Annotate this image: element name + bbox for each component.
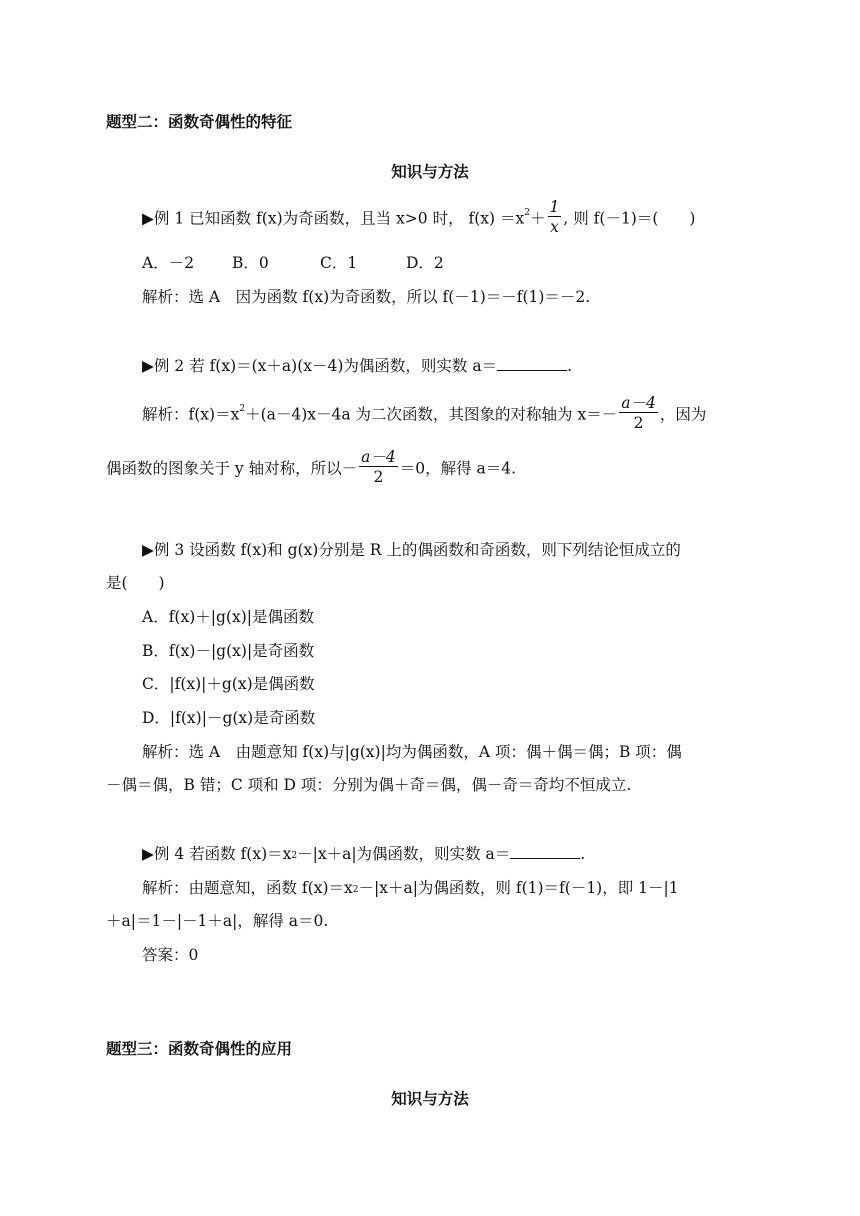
- example-4-answer-line-1: 解析：由题意知，函数 $f(x)=x^2-|x+a|$为偶函数，则 f(1)＝f(－1)，即 1－|1: [142, 879, 679, 897]
- example-4-answer-line-2: ＋a|＝1－|－1＋a|，解得 a＝0.: [106, 912, 329, 930]
- choice-a: A．－2: [142, 254, 195, 272]
- choice-c: C．|f(x)|＋g(x)是偶函数: [142, 675, 315, 693]
- choice-c: C．1: [320, 254, 358, 272]
- section-subheading: 知识与方法: [391, 1090, 469, 1108]
- choice-b: B．f(x)－|g(x)|是奇函数: [142, 642, 315, 660]
- example-1-choices: [142, 252, 444, 274]
- fraction: $\frac{1}{x}$: [549, 198, 560, 236]
- fraction: $\frac{a-4}{2}$: [361, 448, 396, 486]
- section-subheading: 知识与方法: [391, 163, 469, 181]
- example-2-question: ▶例 2 若 f(x)＝(x＋a)(x－4)为偶函数，则实数 a＝ .: [142, 357, 573, 375]
- example-3-question-line-2: 是( ): [106, 574, 165, 592]
- section-heading: 题型三：函数奇偶性的应用: [106, 1040, 293, 1058]
- example-2-answer-line-2: 偶函数的图象关于 y 轴对称，所以－ $\frac{a-4}{2}$ ＝0，解得 a＝4.: [106, 448, 517, 486]
- example-4-answer: 答案：0: [142, 946, 199, 964]
- answer-blank: [510, 844, 580, 859]
- example-2-answer-line-1: 解析：$f(x)=x^2+(a-4)x-4a$ 为二次函数，其图象的对称轴为 x＝－ $\frac{a-4}{2}$ ，因为: [142, 394, 707, 432]
- choice-b: B．0: [232, 254, 269, 272]
- choice-d: D．|f(x)|－g(x)是奇函数: [142, 709, 316, 727]
- example-4-question: ▶例 4 若函数 $f(x)=x^2-|x+a|$为偶函数，则实数 a＝ .: [142, 845, 586, 863]
- example-1-question: ▶例 1 已知函数 f(x)为奇函数，且当 x>0 时， $f(x) =x^2+$ $\frac{1}{x}$ , 则 f(－1)＝( ): [142, 198, 696, 236]
- choice-d: D．2: [406, 254, 444, 272]
- example-1-answer: 解析：选 A 因为函数 f(x)为奇函数，所以 f(－1)＝－f(1)＝－2.: [142, 288, 591, 306]
- fraction: $\frac{a-4}{2}$: [621, 394, 656, 432]
- example-3-question-line-1: ▶例 3 设函数 f(x)和 g(x)分别是 R 上的偶函数和奇函数，则下列结论恒成立的: [142, 541, 681, 559]
- choice-a: A．f(x)＋|g(x)|是偶函数: [142, 608, 314, 626]
- example-3-answer-line-1: 解析：选 A 由题意知 f(x)与|g(x)|均为偶函数，A 项：偶＋偶＝偶；B 项：偶: [142, 743, 682, 761]
- answer-blank: [497, 356, 567, 371]
- section-heading: 题型二：函数奇偶性的特征: [106, 113, 293, 131]
- example-3-answer-line-2: －偶＝偶，B 错；C 项和 D 项：分别为偶＋奇＝偶，偶－奇＝奇均不恒成立.: [106, 776, 632, 794]
